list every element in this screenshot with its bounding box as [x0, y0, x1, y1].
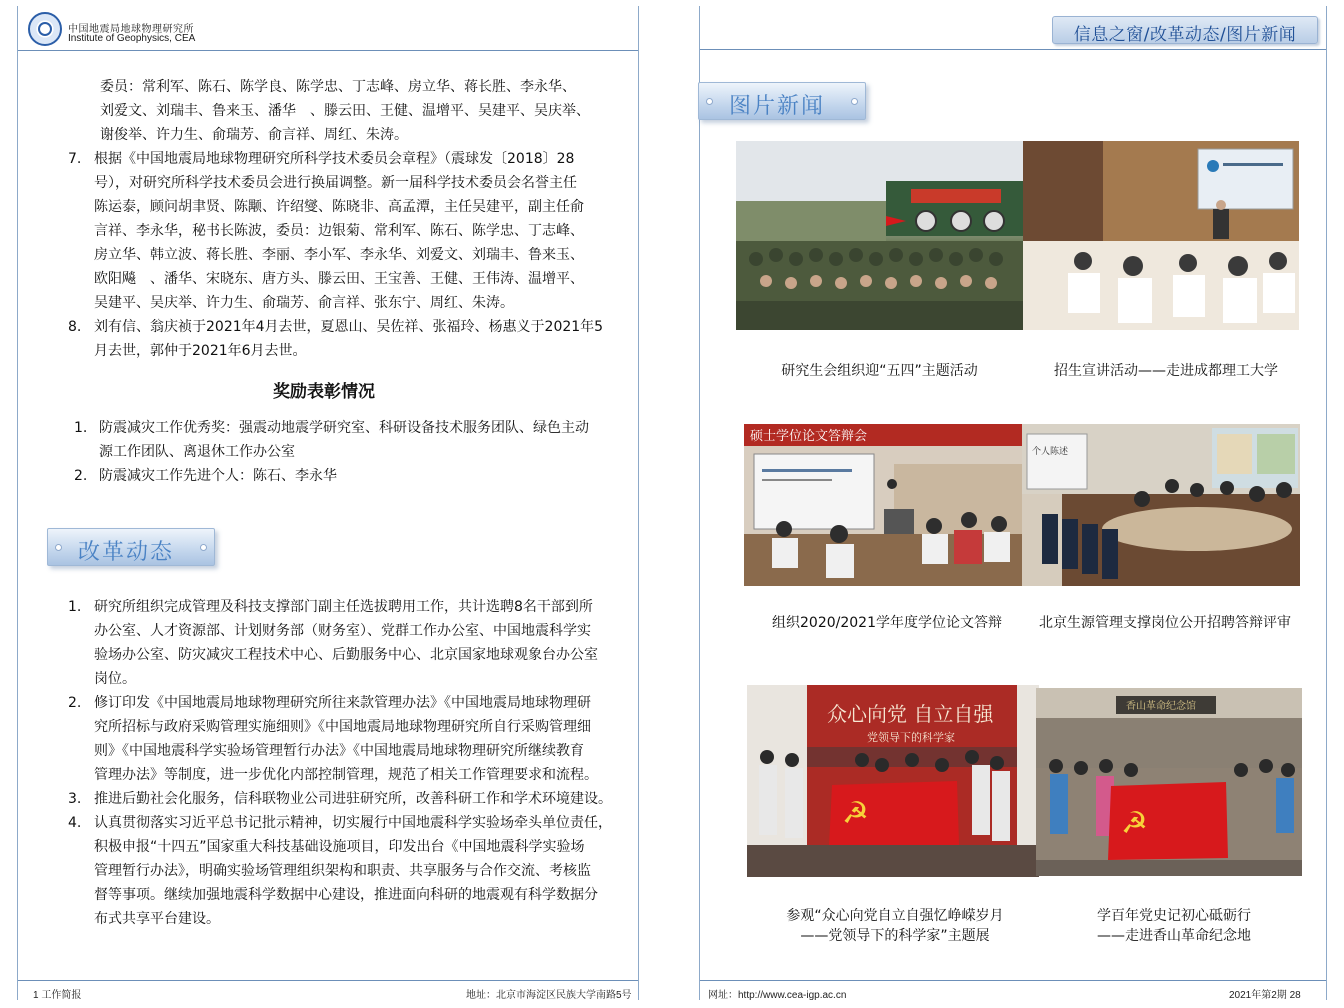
- group-photo-outdoor: [736, 141, 1023, 330]
- screen-text: 个人陈述: [1032, 447, 1069, 457]
- award-number: 1.: [74, 420, 88, 436]
- defense-banner-text: 硕士学位论文答辩会: [750, 429, 868, 444]
- reform-item-text: 岗位。: [94, 671, 136, 687]
- reform-item-number: 4.: [68, 815, 82, 831]
- photo-caption: 北京生源管理支撑岗位公开招聘答辩评审: [1039, 615, 1291, 631]
- list-item-text: 陈运泰，顾问胡聿贤、陈颙、许绍燮、陈晓非、高孟潭，主任吴建平，副主任俞: [94, 199, 584, 215]
- reform-item-text: 管理办法》等制度，进一步优化内部控制管理，规范了相关工作管理要求和流程。: [94, 767, 598, 783]
- reform-item-text: 推进后勤社会化服务，信科联物业公司进驻研究所，改善科研工作和学术环境建设。: [94, 791, 612, 807]
- photo-caption: 学百年党史记初心砥砺行 ——走进香山革命纪念地: [1097, 908, 1251, 944]
- footer-page-label: 1 工作简报: [33, 990, 82, 1001]
- photo-caption: 参观“众心向党自立自强忆峥嵘岁月 ——党领导下的科学家”主题展: [786, 908, 1004, 944]
- reform-item-text: 认真贯彻落实习近平总书记批示精神，切实履行中国地震科学实验场牵头单位责任，: [94, 815, 612, 831]
- lecture-hall-photo: [1023, 141, 1299, 330]
- org-name-cn: 中国地震局地球物理研究所: [68, 24, 194, 35]
- footer-address: 地址：北京市海淀区民族大学南路5号: [466, 990, 632, 1001]
- list-item-text: 言祥、李永华，秘书长陈波，委员：边银菊、常利军、陈石、陈学忠、丁志峰、: [94, 223, 584, 239]
- reform-item-text: 督等事项。继续加强地震科学数据中心建设，推进面向科研的地震观有科学数据分: [94, 887, 598, 903]
- list-item-text: 月去世，郭仲于2021年6月去世。: [94, 343, 307, 359]
- list-item-text: 欧阳飚 、潘华、宋晓东、唐方头、滕云田、王宝善、王健、王伟涛、温增平、: [94, 271, 584, 287]
- photo-caption: 招生宣讲活动——走进成都理工大学: [1054, 363, 1278, 379]
- exhibition-group-photo: [747, 685, 1039, 877]
- reform-item-text: 积极申报“十四五”国家重大科技基础设施项目，印发出台《中国地震科学实验场: [94, 839, 585, 855]
- header-rule-right: [700, 49, 1326, 50]
- list-item-text: 根据《中国地震局地球物理研究所科学技术委员会章程》（震球发〔2018〕28: [94, 151, 575, 167]
- reform-item-text: 布式共享平台建设。: [94, 911, 220, 927]
- list-item-text: 刘有信、翁庆祯于2021年4月去世，夏恩山、吴佐祥、张福玲、杨惠义于2021年5: [94, 319, 604, 335]
- reform-item-text: 究所招标与政府采购管理实施细则》《中国地震局地球物理研究所自行采购管理细: [94, 719, 591, 735]
- award-text: 源工作团队、离退休工作办公室: [99, 444, 295, 460]
- reform-item-number: 3.: [68, 791, 82, 807]
- awards-heading: 奖励表彰情况: [273, 382, 375, 402]
- meeting-room-photo: [1022, 424, 1300, 586]
- list-item-text: 号），对研究所科学技术委员会进行换届调整。新一届科学技术委员会名誉主任: [94, 175, 577, 191]
- list-item-text: 房立华、韩立波、蒋长胜、李丽、李小军、李永华、刘爱文、刘瑞丰、鲁来玉、: [94, 247, 584, 263]
- reform-item-number: 1.: [68, 599, 82, 615]
- svg-text:☭: ☭: [842, 796, 869, 831]
- tab-bullet-icon: [55, 544, 62, 551]
- tab-bullet-icon: [200, 544, 207, 551]
- footer-rule-left: [18, 980, 638, 981]
- reform-section-tab: [47, 528, 215, 566]
- committee-members-line-3: 谢俊举、许力生、俞瑞芳、俞言祥、周红、朱涛。: [100, 127, 408, 143]
- photo-news-section-title: 图片新闻: [729, 94, 826, 119]
- footer-issue: 2021年第2期 28: [1229, 990, 1301, 1001]
- photo-caption: 研究生会组织迎“五四”主题活动: [781, 363, 978, 379]
- award-text: 防震减灾工作优秀奖：强震动地震学研究室、科研设备技术服务团队、绿色主动: [99, 420, 589, 436]
- exhibition-wall-title: 众心向党 自立自强: [827, 702, 994, 726]
- memorial-group-photo: [1036, 688, 1302, 876]
- award-text: 防震减灾工作先进个人：陈石、李永华: [99, 468, 337, 484]
- memorial-plaque-text: 香山革命纪念馆: [1126, 701, 1196, 712]
- section-banner-text: 信息之窗/改革动态/图片新闻: [1073, 25, 1297, 45]
- tab-bullet-icon: [851, 98, 858, 105]
- list-item-text: 吴建平、吴庆举、许力生、俞瑞芳、俞言祥、张东宁、周红、朱涛。: [94, 295, 514, 311]
- list-item-number: 8.: [68, 319, 82, 335]
- header-rule-left: [18, 50, 638, 51]
- reform-item-number: 2.: [68, 695, 82, 711]
- footer-rule-right: [700, 980, 1326, 981]
- tab-bullet-icon: [706, 98, 713, 105]
- reform-section-title: 改革动态: [78, 540, 175, 565]
- committee-members-line-2: 刘爱文、刘瑞丰、鲁来玉、潘华 、滕云田、王健、温增平、吴建平、吴庆举、: [100, 103, 590, 119]
- photo-news-section-tab: [698, 82, 866, 120]
- committee-members-line-1: 委员：常利军、陈石、陈学良、陈学忠、丁志峰、房立华、蒋长胜、李永华、: [100, 79, 576, 95]
- reform-item-text: 研究所组织完成管理及科技支撑部门副主任选拔聘用工作，共计选聘8名干部到所: [94, 599, 593, 615]
- reform-item-text: 验场办公室、防灾减灾工程技术中心、后勤服务中心、北京国家地球观象台办公室: [94, 647, 598, 663]
- footer-website-link[interactable]: 网址：http://www.cea-igp.ac.cn: [708, 990, 847, 1001]
- reform-item-text: 办公室、人才资源部、计划财务部（财务室）、党群工作办公室、中国地震科学实: [94, 623, 591, 639]
- list-item-number: 7.: [68, 151, 82, 167]
- institute-logo-icon: [28, 12, 62, 46]
- exhibition-wall-subtitle: 党领导下的科学家: [867, 731, 955, 744]
- reform-item-text: 管理暂行办法》，明确实验场管理组织架构和职责、共享服务与合作交流、考核监: [94, 863, 591, 879]
- svg-text:☭: ☭: [1121, 806, 1148, 841]
- reform-item-text: 修订印发《中国地震局地球物理研究所往来款管理办法》《中国地震局地球物理研: [94, 695, 591, 711]
- photo-caption: 组织2020/2021学年度学位论文答辩: [772, 615, 1002, 631]
- award-number: 2.: [74, 468, 88, 484]
- reform-item-text: 则》《中国地震科学实验场管理暂行办法》《中国地震局地球物理研究所继续教育: [94, 743, 584, 759]
- org-name-en: Institute of Geophysics, CEA: [68, 33, 196, 44]
- thesis-defense-photo: [744, 424, 1022, 586]
- section-banner: [1052, 16, 1318, 44]
